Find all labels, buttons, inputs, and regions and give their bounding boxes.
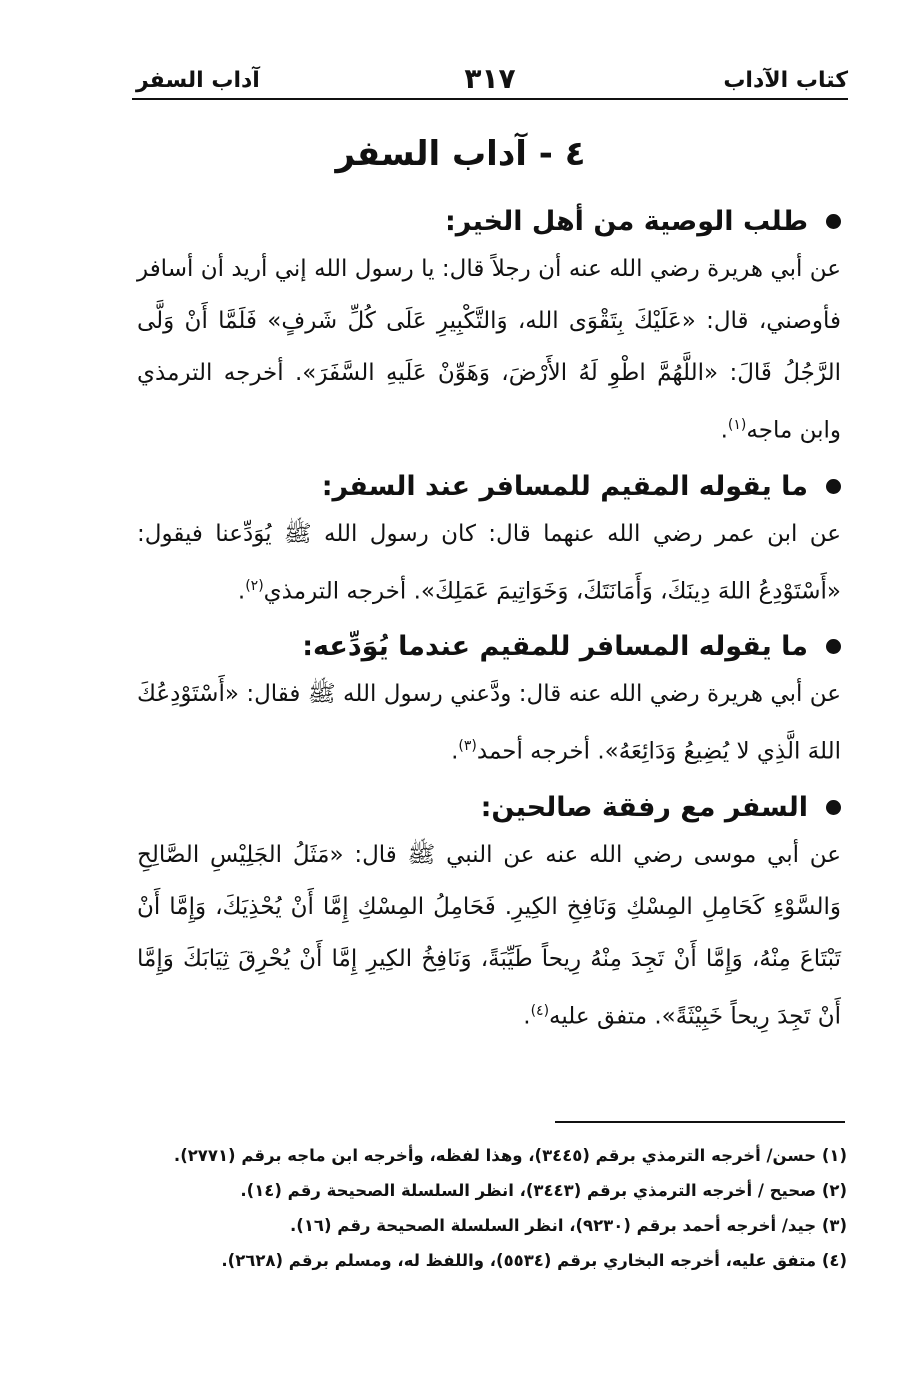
chapter-running-title: آداب السفر [136,68,260,93]
section-heading [137,206,841,237]
section-body: عن أبي هريرة رضي الله عنه قال: ودَّعني رسول الله ﷺ فقال: «أَسْتَوْدِعُكَ اللهَ الَّذِي لا يُضِيعُ وَدَائِعَهُ». أخرجه أحمد$^{(٣)}$. [137,681,841,765]
footnote-4: (٤) متفق عليه، أخرجه البخاري برقم (٥٥٣٤)، واللفظ له، ومسلم برقم (٢٦٢٨). [221,1251,847,1270]
section-heading [137,631,841,662]
section-title: ما يقوله المسافر للمقيم عندما يُوَدِّعه: [302,631,808,663]
footnote-ref: (٤) [530,1002,550,1019]
main-content [137,206,841,1057]
footnote-2: (٢) صحيح / أخرجه الترمذي برقم (٣٤٤٣)، انظر السلسلة الصحيحة رقم (١٤). [240,1181,847,1200]
bullet-icon [826,214,841,229]
footnote-1: (١) حسن/ أخرجه الترمذي برقم (٣٤٤٥)، وهذا لفظه، وأخرجه ابن ماجه برقم (٢٧٧١). [173,1146,847,1165]
book-title: كتاب الآداب [723,68,848,93]
section-title: السفر مع رفقة صالحين: [480,791,808,823]
footnote-ref: (٢) [245,577,264,594]
section-request-advice [137,206,841,457]
running-header [132,62,848,100]
section-traveler-to-resident [137,631,841,778]
section-resident-to-traveler [137,471,841,618]
body-text: عن أبي هريرة رضي الله عنه قال: ودَّعني رسول الله ﷺ فقال: «أَسْتَوْدِعُكَ اللهَ الَّذِي لا يُضِيعُ وَدَائِعَهُ». أخرجه أحمد [137,681,841,765]
section-body: عن ابن عمر رضي الله عنهما قال: كان رسول الله ﷺ يُوَدِّعنا فيقول: «أَسْتَوْدِعُ اللهَ دِينَكَ، وَأَمَانَتَكَ، وَخَوَاتِيمَ عَمَلِكَ». أخرجه الترمذي$^{(٢)}$. [137,520,841,605]
section-title: طلب الوصية من أهل الخير: [445,206,808,237]
bullet-icon [826,800,841,815]
footnote-3: (٣) جيد/ أخرجه أحمد برقم (٩٢٣٠)، انظر السلسلة الصحيحة رقم (١٦). [290,1216,847,1235]
body-text: عن أبي هريرة رضي الله عنه أن رجلاً قال: يا رسول الله إني أريد أن أسافر فأوصني، قال: «عَلَيْكَ بِتَقْوَى الله، وَالتَّكْبِيرِ عَلَى كُلِّ شَرفٍ» فَلَمَّا أَنْ وَلَّى الرَّجُلُ قَالَ: «اللَّهُمَّ اطْوِ لَهُ الأَرْضَ، وَهَوِّنْ عَلَيهِ السَّفَرَ». أخرجه الترمذي وابن ماجه [137,256,841,444]
footnotes [137,1138,847,1278]
section-heading [137,792,841,823]
chapter-title: ٤ - آداب السفر [335,134,586,174]
bullet-icon [826,479,841,494]
section-body: عن أبي موسى رضي الله عنه عن النبي ﷺ قال: «مَثَلُ الجَلِيْسِ الصَّالِحِ وَالسَّوْءِ كَحَامِلِ المِسْكِ وَنَافِخِ الكِيرِ. فَحَامِلُ المِسْكِ إِمَّا أَنْ يُحْذِيَكَ، وَإِمَّا أَنْ تَبْتَاعَ مِنْهُ، وَإِمَّا أَنْ تَجِدَ مِنْهُ رِيحاً طَيِّبَةً، وَنَافِخُ الكِيرِ إِمَّا أَنْ يُحْرِقَ ثِيَابَكَ وَإِمَّا أَنْ تَجِدَ رِيحاً خَبِيْثَةً». متفق عليه$^{(٤)}$. [137,841,841,1030]
footnote-rule [555,1121,845,1123]
footnote-ref: (٣) [458,738,477,755]
footnote-ref: (١) [727,417,747,433]
section-heading [137,471,841,502]
body-text: عن أبي موسى رضي الله عنه عن النبي ﷺ قال: «مَثَلُ الجَلِيْسِ الصَّالِحِ وَالسَّوْءِ كَحَامِلِ المِسْكِ وَنَافِخِ الكِيرِ. فَحَامِلُ المِسْكِ إِمَّا أَنْ يُحْذِيَكَ، وَإِمَّا أَنْ تَبْتَاعَ مِنْهُ، وَإِمَّا أَنْ تَجِدَ مِنْهُ رِيحاً طَيِّبَةً، وَنَافِخُ الكِيرِ إِمَّا أَنْ يُحْرِقَ ثِيَابَكَ وَإِمَّا أَنْ تَجِدَ رِيحاً خَبِيْثَةً». متفق عليه [137,841,841,1030]
page-number: ٣١٧ [464,62,516,95]
header-rule [132,98,848,100]
body-text: عن ابن عمر رضي الله عنهما قال: كان رسول الله ﷺ يُوَدِّعنا فيقول: «أَسْتَوْدِعُ اللهَ دِينَكَ، وَأَمَانَتَكَ، وَخَوَاتِيمَ عَمَلِكَ». أخرجه الترمذي [137,520,841,605]
section-title: ما يقوله المقيم للمسافر عند السفر: [321,470,808,502]
section-body: عن أبي هريرة رضي الله عنه أن رجلاً قال: يا رسول الله إني أريد أن أسافر فأوصني، قال: «عَلَيْكَ بِتَقْوَى الله، وَالتَّكْبِيرِ عَلَى كُلِّ شَرفٍ» فَلَمَّا أَنْ وَلَّى الرَّجُلُ قَالَ: «اللَّهُمَّ اطْوِ لَهُ الأَرْضَ، وَهَوِّنْ عَلَيهِ السَّفَرَ». أخرجه الترمذي وابن ماجه$^{(١)}$. [137,256,841,444]
section-good-company [137,792,841,1043]
bullet-icon [826,639,841,654]
